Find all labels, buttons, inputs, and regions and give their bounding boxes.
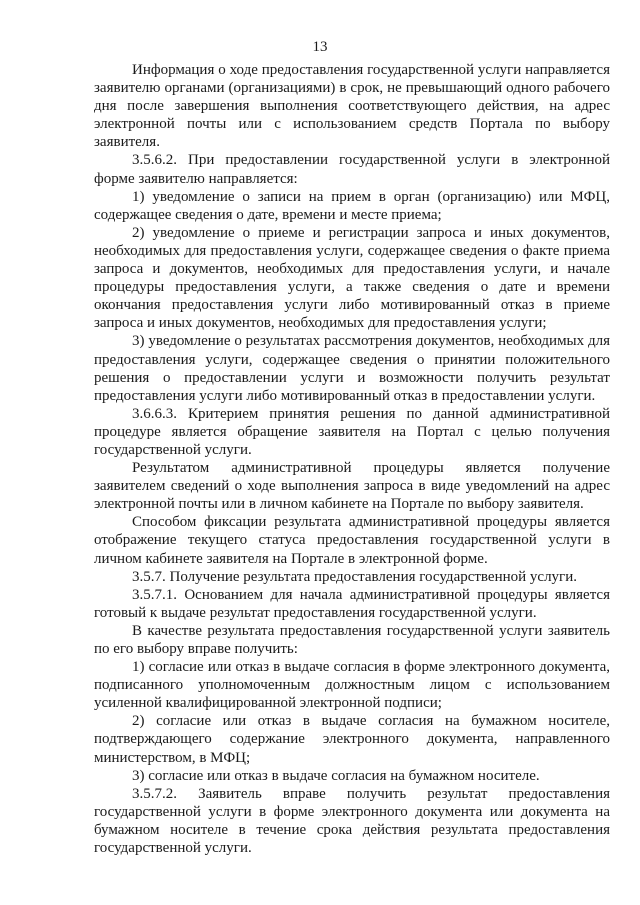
paragraph-3-5-6-2: 3.5.6.2. При предоставлении государственной услуги в электронной форме заявителю направляется: [94, 152, 610, 187]
list-item-electronic-document: 1) согласие или отказ в выдаче согласия в форме электронного документа, подписанного уполномоченным должностным лицом с использованием усиленной квалифицированной электронной подписи; [94, 659, 610, 712]
paragraph-procedure-result: Результатом административной процедуры является получение заявителем сведений о ходе выполнения запроса в виде уведомлений на адрес электронной почты или в личном кабинете на Портале по выбору заявителя. [94, 460, 610, 513]
list-item-appointment-notice: 1) уведомление о записи на прием в орган (организацию) или МФЦ, содержащее сведения о дате, времени и месте приема; [94, 188, 610, 223]
document-body [94, 61, 610, 857]
paragraph-3-5-7-2: 3.5.7.2. Заявитель вправе получить результат предоставления государственной услуги в форме электронного документа или документа на бумажном носителе в течение срока действия результата предоставления государственной услуги. [94, 785, 610, 857]
paragraph-3-6-6-3: 3.6.6.3. Критерием принятия решения по данной административной процедуре является обращение заявителя на Портал с целью получения государственной услуги. [94, 405, 610, 458]
paragraph-info-notification: Информация о ходе предоставления государственной услуги направляется заявителю органами (организациями) в срок, не превышающий одного рабочего дня после завершения выполнения соответствующего действия, на адрес электронной почты или с использованием средств Портала по выбору заявителя. [94, 62, 610, 151]
list-item-review-results-notice: 3) уведомление о результатах рассмотрения документов, необходимых для предоставления услуги, содержащее сведения о принятии положительного решения о предоставлении услуги и возможности получить результат предоставления услуги либо мотивированный отказ в предоставлении услуги. [94, 333, 610, 404]
list-item-paper-mfc: 2) согласие или отказ в выдаче согласия на бумажном носителе, подтверждающего содержание электронного документа, направленного министерством, в МФЦ; [94, 713, 610, 766]
paragraph-result-options: В качестве результата предоставления государственной услуги заявитель по его выбору вправе получить: [94, 622, 610, 657]
paragraph-fixation-method: Способом фиксации результата административной процедуры является отображение текущего статуса предоставления государственной услуги в личном кабинете заявителя на Портале в электронной форме. [94, 514, 610, 567]
paragraph-3-5-7-1: 3.5.7.1. Основанием для начала административной процедуры является готовый к выдаче результат предоставления государственной услуги. [94, 586, 610, 621]
paragraph-3-5-7: 3.5.7. Получение результата предоставления государственной услуги. [132, 568, 577, 585]
list-item-paper: 3) согласие или отказ в выдаче согласия на бумажном носителе. [132, 767, 540, 784]
page-number: 13 [312, 39, 328, 55]
list-item-registration-notice: 2) уведомление о приеме и регистрации запроса и иных документов, необходимых для предоставления услуги, содержащее сведения о факте приема запроса и документов, необходимых для предоставления услуги, и начале процедуры предоставления услуги, а также сведения о дате и времени окончания предоставления услуги либо мотивированный отказ в приеме запроса и иных документов, необходимых для предоставления услуги; [94, 224, 610, 332]
